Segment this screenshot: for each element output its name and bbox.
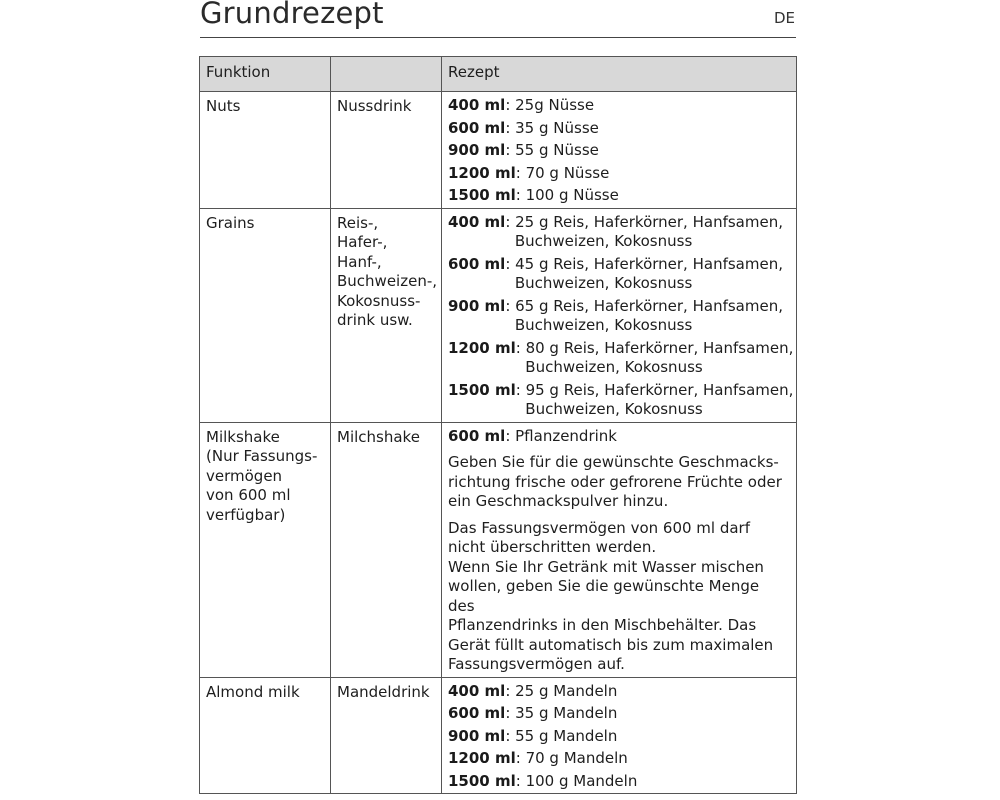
recipe-text: : 25g Nüsse [505,96,595,114]
recipe-text: : 55 g Nüsse [505,141,599,159]
recipe-text: : 100 g Nüsse [515,186,619,204]
cell-drink: Nussdrink [331,92,442,209]
header-drink [331,57,442,92]
recipe-volume: 600 ml [448,704,506,722]
recipe-text: : 35 g Nüsse [505,118,599,137]
title-divider [200,37,796,38]
recipe-line [448,749,790,769]
recipe-text: : Pflanzendrink [505,426,617,445]
cell-funktion: Grains [200,208,331,422]
header-rezept: Rezept [442,57,797,92]
recipe-volume: 400 ml [448,96,506,114]
recipe-text: : 70 g Mandeln [515,749,628,767]
recipe-volume: 600 ml [448,254,506,273]
recipe-line [448,186,790,206]
cell-rezept [442,677,797,794]
recipe-line [448,119,790,139]
cell-rezept [442,208,797,422]
table-header-row [200,57,797,92]
recipe-volume: 900 ml [448,726,506,745]
header-funktion: Funktion [200,57,331,92]
recipe-line [448,255,790,294]
recipe-text: : 80 g Reis, Haferkörner, Hanfsamen, Buchweizen, Kokosnuss [515,338,794,376]
recipe-volume: 1200 ml [448,338,516,357]
recipe-volume: 600 ml [448,426,506,445]
recipe-text: : 70 g Nüsse [515,163,610,182]
recipe-volume: 1500 ml [448,186,516,204]
recipe-text: : 25 g Reis, Haferkörner, Hanfsamen, Buchweizen, Kokosnuss [505,212,783,250]
recipe-text: : 100 g Mandeln [515,771,638,790]
table-row [200,677,797,794]
recipe-text: : 35 g Mandeln [505,704,618,722]
recipe-volume: 900 ml [448,141,506,159]
recipe-volume: 1200 ml [448,749,516,767]
table-row [200,422,797,677]
recipe-line [448,297,790,336]
recipe-text: : 45 g Reis, Haferkörner, Hanfsamen, Buchweizen, Kokosnuss [505,254,783,292]
recipe-volume: 1500 ml [448,771,516,790]
recipe-table [199,56,797,794]
recipe-text: : 25 g Mandeln [505,681,618,700]
cell-funktion: Almond milk [200,677,331,794]
table-row [200,208,797,422]
recipe-volume: 600 ml [448,118,506,137]
recipe-line [448,141,790,161]
recipe-line [448,380,794,420]
cell-drink: Milchshake [331,422,442,677]
recipe-volume: 400 ml [448,212,506,231]
recipe-note: Geben Sie für die gewünschte Geschmacks- richtung frische oder gefrorene Früchte oder ein Geschmackspulver hinzu. [448,453,782,510]
cell-rezept [442,422,797,677]
cell-drink: Reis-, Hafer-, Hanf-, Buchweizen-, Kokosnuss- drink usw. [331,208,442,422]
recipe-line [448,427,790,447]
recipe-volume: 900 ml [448,296,506,315]
recipe-line [448,704,790,724]
cell-drink: Mandeldrink [331,677,442,794]
recipe-text: : 55 g Mandeln [505,726,618,745]
recipe-line [448,96,790,116]
cell-funktion: Milkshake (Nur Fassungs- vermögen von 600 ml verfügbar) [200,422,331,677]
recipe-line [448,727,790,747]
cell-rezept [442,92,797,209]
recipe-line [448,164,790,184]
language-label: DE [773,9,795,27]
table-row [200,92,797,209]
recipe-note: Das Fassungsvermögen von 600 ml darf nicht überschritten werden. Wenn Sie Ihr Getränk mit Wasser mischen wollen, geben Sie die gewünschte Menge des Pflanzendrinks in den Mischbehälter. Das Gerät füllt automatisch bis zum maximalen Fassungsvermögen auf. [448,518,774,673]
recipe-line [448,682,790,702]
recipe-volume: 400 ml [448,681,506,700]
recipe-volume: 1500 ml [448,380,516,399]
recipe-line [448,213,790,252]
recipe-line [448,772,790,792]
cell-funktion: Nuts [200,92,331,209]
recipe-text: : 95 g Reis, Haferkörner, Hanfsamen, Buchweizen, Kokosnuss [515,380,794,418]
recipe-volume: 1200 ml [448,163,516,182]
page-title: Grundrezept [200,0,384,30]
recipe-text: : 65 g Reis, Haferkörner, Hanfsamen, Buchweizen, Kokosnuss [505,296,783,334]
recipe-line [448,338,794,378]
